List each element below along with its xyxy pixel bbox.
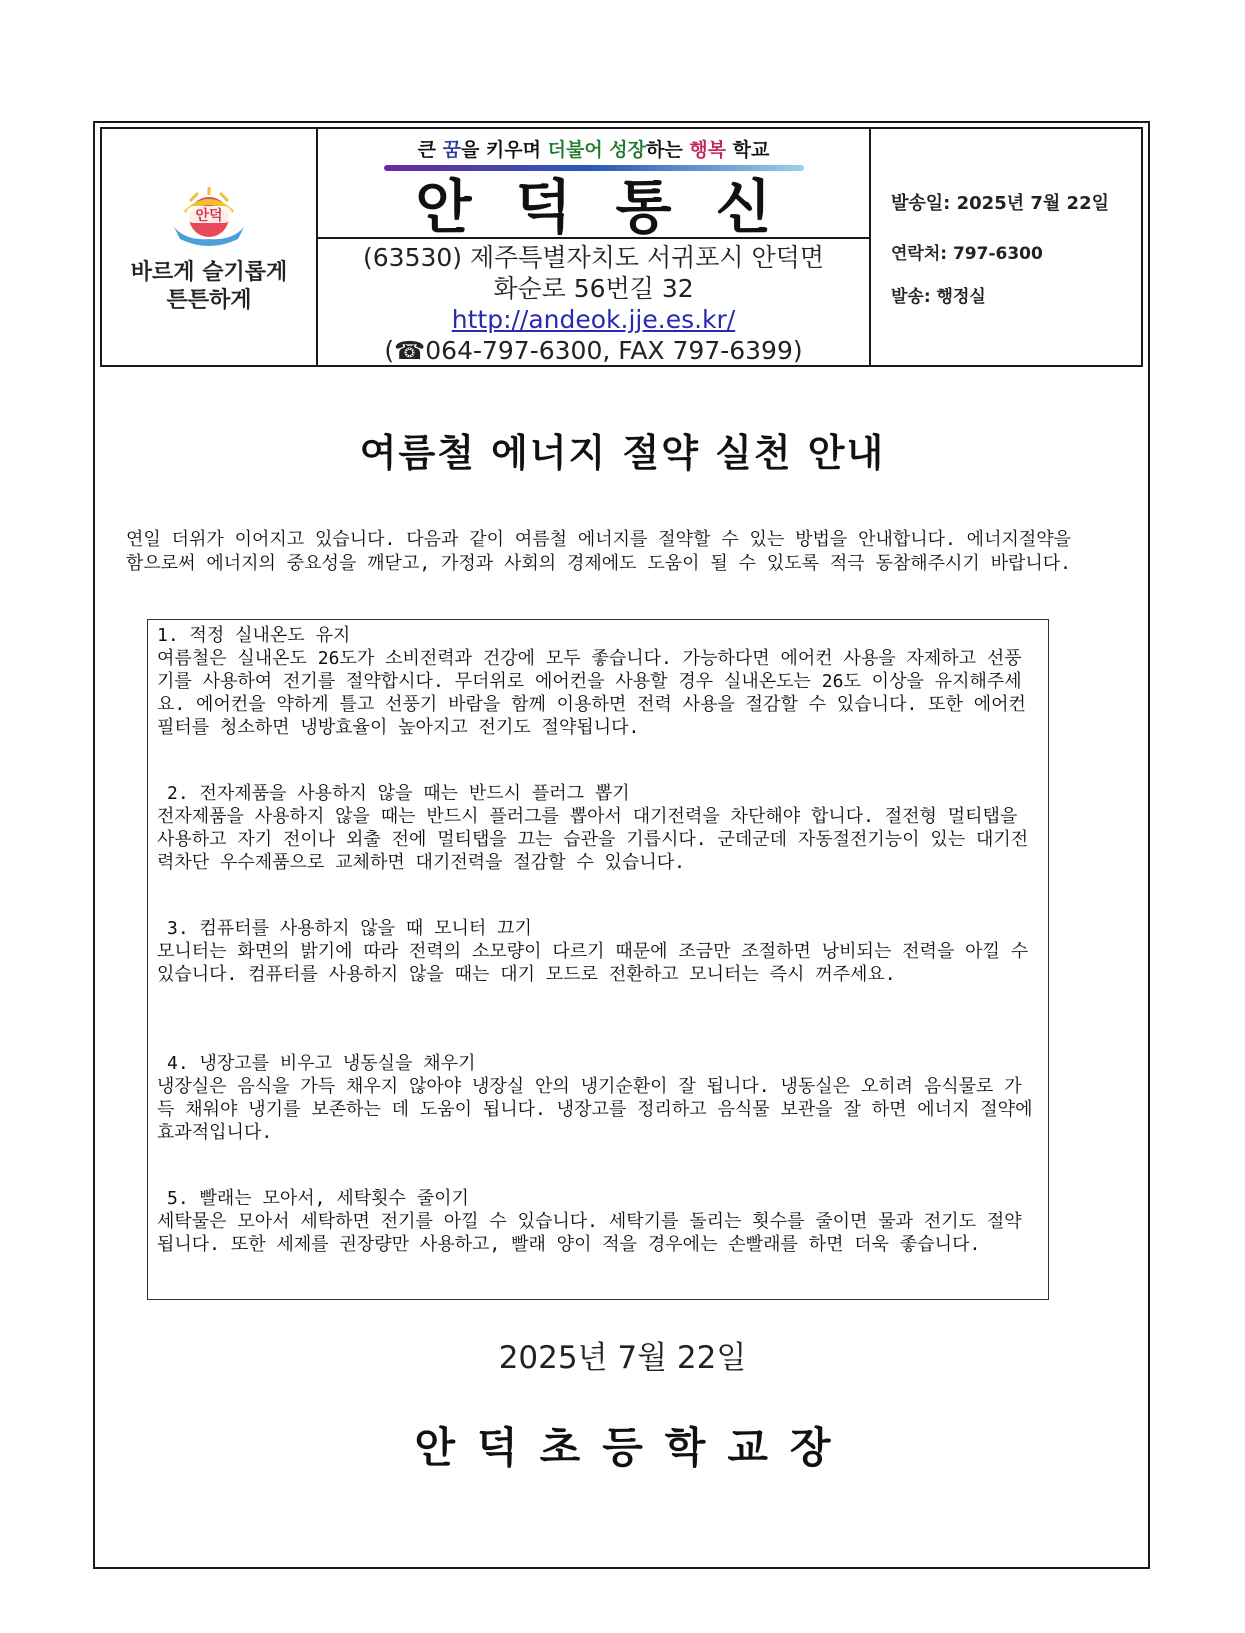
tip-heading: 2. 전자제품을 사용하지 않을 때는 반드시 플러그 뽑기 — [167, 783, 630, 804]
principal-signature: 안덕초등학교장 — [414, 1423, 853, 1472]
tip-section — [157, 782, 1037, 874]
school-slogan — [318, 129, 869, 161]
slogan-fragment: 꿈 — [442, 139, 461, 161]
slogan-fragment: 을 키우며 — [460, 139, 548, 161]
tip-section — [157, 1052, 1037, 1144]
tip-body: 전자제품을 사용하지 않을 때는 반드시 플러그를 뽑아서 대기전력을 차단해야 합니다. 절전형 멀티탭을 사용하고 자기 전이나 외출 전에 멀티탭을 끄는 습관을 기릅시다. 군데군데 자동절전기능이 있는 대기전력차단 우수제품으로 교체하면 대기전력을 절감할 수 있습니다. — [157, 806, 1029, 873]
slogan-fragment: 하는 — [646, 139, 690, 161]
school-emblem-icon — [168, 179, 250, 253]
tip-heading: 4. 냉장고를 비우고 냉동실을 채우기 — [167, 1053, 476, 1074]
contact-number: 연락처: 797-6300 — [891, 244, 1043, 264]
sender-office: 발송: 행정실 — [891, 287, 986, 307]
tip-section — [157, 1187, 1037, 1256]
emblem-text: 안덕 — [195, 208, 223, 224]
tips-box — [147, 619, 1049, 1300]
tip-section — [157, 624, 1037, 739]
tip-body: 세탁물은 모아서 세탁하면 전기를 아낄 수 있습니다. 세탁기를 돌리는 횟수를 줄이면 물과 전기도 절약됩니다. 또한 세제를 권장량만 사용하고, 빨래 양이 적을 경우에는 손빨래를 하면 더욱 좋습니다. — [157, 1211, 1022, 1255]
intro-paragraph: 연일 더위가 이어지고 있습니다. 다음과 같이 여름철 에너지를 절약할 수 있는 방법을 안내합니다. 에너지절약을 함으로써 에너지의 중요성을 깨닫고, 가정과 사회의 경제에도 도움이 될 수 있도록 적극 동참해주시기 바랍니다. — [126, 529, 1072, 574]
masthead-cell — [318, 129, 871, 365]
send-date: 발송일: 2025년 7월 22일 — [891, 193, 1109, 214]
motto-line-1: 바르게 슬기롭게 — [130, 260, 288, 285]
tip-body: 모니터는 화면의 밝기에 따라 전력의 소모량이 다르기 때문에 조금만 조절하면 낭비되는 전력을 아낄 수 있습니다. 컴퓨터를 사용하지 않을 때는 대기 모드로 전환하고 모니터는 즉시 꺼주세요. — [157, 941, 1029, 985]
slogan-fragment: 학교 — [726, 139, 770, 161]
slogan-fragment: 더불어 성장 — [547, 139, 646, 161]
motto-line-2: 튼튼하게 — [166, 288, 252, 313]
school-address — [318, 237, 869, 366]
phone-fax: (☎064-797-6300, FAX 797-6399) — [384, 336, 803, 365]
newsletter-title: 안덕통신 — [415, 173, 816, 241]
tip-heading: 3. 컴퓨터를 사용하지 않을 때 모니터 끄기 — [167, 918, 532, 939]
document-title: 여름철 에너지 절약 실천 안내 — [359, 431, 886, 475]
address-line-2: 화순로 56번길 32 — [493, 274, 694, 303]
tip-heading: 5. 빨래는 모아서, 세탁횟수 줄이기 — [167, 1188, 469, 1209]
tip-heading: 1. 적정 실내온도 유지 — [157, 625, 351, 646]
logo-cell — [102, 129, 318, 365]
issue-date: 2025년 7월 22일 — [498, 1340, 747, 1376]
tip-section — [157, 917, 1037, 986]
tip-body: 냉장실은 음식을 가득 채우지 않아야 냉장실 안의 냉기순환이 잘 됩니다. 냉동실은 오히려 음식물로 가득 채워야 냉기를 보존하는 데 도움이 됩니다. 냉장고를 정리하고 음식물 보관을 잘 하면 에너지 절약에 효과적입니다. — [157, 1076, 1033, 1143]
slogan-fragment: 큰 — [417, 139, 443, 161]
slogan-fragment: 행복 — [689, 139, 727, 161]
school-website-link[interactable]: http://andeok.jje.es.kr/ — [451, 305, 736, 334]
newsletter-header — [100, 127, 1143, 367]
school-motto — [131, 259, 287, 315]
address-line-1: (63530) 제주특별자치도 서귀포시 안덕면 — [363, 243, 824, 272]
meta-cell — [871, 129, 1141, 365]
tip-body: 여름철은 실내온도 26도가 소비전력과 건강에 모두 좋습니다. 가능하다면 에어컨 사용을 자제하고 선풍기를 사용하여 전기를 절약합시다. 무더위로 에어컨을 사용할 경우 실내온도는 26도 이상을 유지해주세요. 에어컨을 약하게 틀고 선풍기 바람을 함께 이용하면 전력 사용을 절감할 수 있습니다. 또한 에어컨 필터를 청소하면 냉방효율이 높아지고 전기도 절약됩니다. — [157, 648, 1026, 738]
